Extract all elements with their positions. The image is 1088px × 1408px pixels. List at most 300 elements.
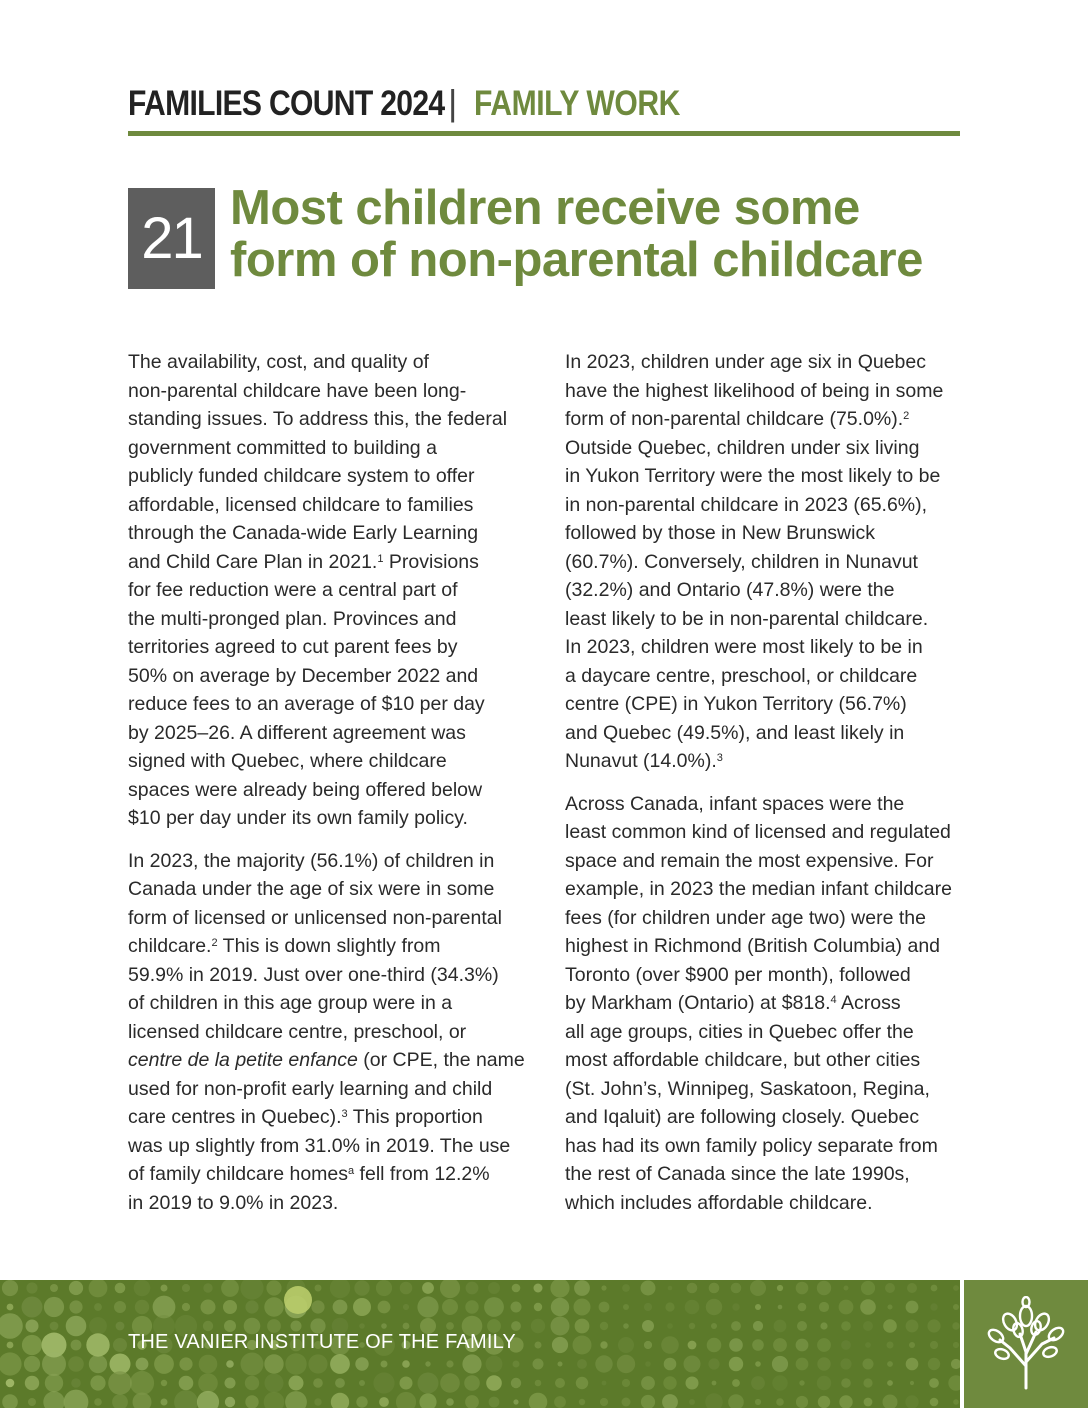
pattern-dot [89, 1317, 107, 1335]
text-line: highest in Richmond (British Columbia) and [565, 935, 941, 957]
text-line: the rest of Canada since the late 1990s, [565, 1163, 910, 1185]
pattern-dot [953, 1285, 959, 1291]
pattern-dot [402, 1360, 410, 1368]
pattern-dot [839, 1300, 854, 1315]
page-title [230, 182, 990, 286]
italic-term: centre de la petite enfance [128, 1049, 358, 1071]
pattern-dot [315, 1285, 322, 1292]
pattern-dot [820, 1322, 827, 1329]
pattern-dot [511, 1378, 521, 1388]
pattern-dot [623, 1304, 629, 1310]
footnote-ref: 3 [716, 752, 723, 764]
pattern-dot [818, 1396, 830, 1408]
pattern-dot [907, 1283, 917, 1293]
pattern-dot [64, 1390, 89, 1408]
pattern-dot [888, 1305, 893, 1310]
pattern-dot [7, 1342, 14, 1349]
pattern-dot [71, 1340, 82, 1351]
text-line: followed by those in New Brunswick [565, 522, 875, 544]
pattern-dot [50, 1322, 59, 1331]
text-line: Outside Quebec, children under six living [565, 436, 920, 459]
text-line: (32.2%) and Ontario (47.8%) were the [565, 579, 895, 601]
pattern-dot [130, 1371, 154, 1395]
pattern-dot [930, 1341, 938, 1349]
pattern-dot [241, 1353, 264, 1376]
text-line: territories agreed to cut parent fees by [128, 636, 458, 658]
pattern-dot [796, 1282, 809, 1295]
text-line: Across Canada, infant spaces were the [565, 792, 905, 815]
section-name: FAMILY WORK [474, 84, 680, 123]
text-line: and Iqaluit) are following closely. Quebec [565, 1106, 920, 1128]
pattern-dot [927, 1319, 940, 1332]
pattern-dot [373, 1372, 394, 1393]
pattern-dot [729, 1357, 743, 1371]
pattern-dot [732, 1379, 740, 1387]
pattern-dot [66, 1316, 87, 1337]
pattern-dot [773, 1338, 787, 1352]
pattern-dot [225, 1378, 236, 1389]
pattern-dot [799, 1380, 804, 1385]
pattern-dot [817, 1338, 831, 1352]
paragraph [565, 790, 965, 1218]
pattern-dot [197, 1391, 219, 1408]
pattern-dot [668, 1286, 673, 1291]
pattern-dot [226, 1360, 234, 1368]
text-line: in Yukon Territory were the most likely to be [565, 465, 941, 487]
text-line: for fee reduction were a central part of [128, 579, 458, 601]
pattern-dot [776, 1398, 784, 1406]
pattern-dot [400, 1377, 413, 1390]
tree-icon [980, 1296, 1072, 1392]
pattern-dot [533, 1359, 544, 1370]
pattern-dot [489, 1397, 500, 1408]
text-line: the multi-pronged plan. Provinces and [128, 607, 457, 630]
pattern-dot [684, 1356, 701, 1373]
pattern-dot [755, 1304, 761, 1310]
text-line: licensed childcare centre, preschool, or [128, 1020, 467, 1043]
pattern-dot [2, 1394, 18, 1408]
text-line: 59.9% in 2019. Just over one-third (34.3%) [128, 963, 499, 986]
pattern-dot [440, 1280, 460, 1298]
pattern-dot [356, 1396, 367, 1407]
pattern-dot [840, 1358, 851, 1369]
pattern-dot [462, 1354, 481, 1373]
pattern-dot [686, 1377, 699, 1390]
pattern-dot [929, 1378, 939, 1388]
text-line: Toronto (over $900 per month), followed [565, 963, 911, 986]
pattern-dot [661, 1336, 679, 1354]
text-line: fell from 12.2% [354, 1163, 490, 1185]
pattern-dot [266, 1280, 281, 1295]
text-line: by 2025–26. A different agreement was [128, 721, 466, 744]
pattern-dot [403, 1323, 410, 1330]
pattern-dot [534, 1284, 543, 1293]
section-number: 21 [141, 206, 202, 271]
text-line: fees (for children under age two) were the [565, 906, 926, 929]
pattern-dot [264, 1297, 283, 1316]
text-line: Across [836, 992, 901, 1014]
pattern-dot [354, 1280, 369, 1295]
pattern-dot [0, 1352, 22, 1375]
pattern-dot [887, 1361, 893, 1367]
pattern-dot [948, 1375, 960, 1390]
pattern-dot [511, 1302, 522, 1313]
pattern-dot [641, 1376, 655, 1390]
running-header [128, 80, 960, 136]
text-line: spaces were already being offered below [128, 778, 483, 801]
pattern-dot [618, 1337, 634, 1353]
pattern-dot [689, 1399, 695, 1405]
pattern-dot [179, 1357, 192, 1370]
pattern-dot [953, 1304, 959, 1310]
pattern-dot [313, 1378, 323, 1388]
footer-band [0, 1280, 960, 1408]
pattern-dot [333, 1300, 348, 1315]
paragraph [128, 348, 526, 833]
pattern-dot [887, 1380, 893, 1386]
text-line: (St. John’s, Winnipeg, Saskatoon, Regina, [565, 1077, 930, 1100]
pattern-dot [687, 1283, 698, 1294]
pattern-dot [753, 1321, 763, 1331]
right-column [565, 348, 965, 1231]
pattern-dot [728, 1394, 744, 1408]
text-line: (or CPE, the name [357, 1049, 525, 1071]
pattern-dot [622, 1284, 630, 1292]
text-line: publicly funded childcare system to offer [128, 465, 475, 487]
pattern-dot [905, 1395, 918, 1408]
paragraph [565, 348, 965, 776]
text-line: Nunavut (14.0%). [565, 750, 717, 772]
footnote-ref: 2 [903, 410, 910, 422]
pattern-dot [623, 1323, 629, 1329]
pattern-dot [484, 1297, 504, 1317]
pattern-dot [308, 1354, 327, 1373]
pattern-dot [577, 1359, 587, 1369]
pattern-dot [203, 1283, 212, 1292]
pattern-dot [359, 1323, 365, 1329]
pattern-dot [861, 1281, 875, 1295]
pattern-dot [817, 1376, 831, 1390]
pattern-dot [26, 1282, 37, 1293]
pattern-dot [931, 1285, 938, 1292]
pattern-dot [22, 1335, 42, 1355]
pattern-dot [223, 1300, 237, 1314]
pattern-dot [928, 1358, 940, 1370]
pattern-dot [731, 1283, 742, 1294]
text-line: 50% on average by December 2022 and [128, 664, 479, 687]
pattern-dot [531, 1319, 545, 1333]
pattern-dot [6, 1379, 15, 1388]
text-line: used for non-profit early learning and child [128, 1077, 493, 1100]
pattern-dot [513, 1361, 520, 1368]
pattern-dot [817, 1281, 831, 1295]
pattern-dot [264, 1392, 285, 1408]
footnote-ref: a [348, 1165, 355, 1177]
text-line: form of licensed or unlicensed non-parental [128, 906, 502, 929]
pattern-dot [26, 1320, 39, 1333]
pattern-dot [798, 1303, 807, 1312]
pattern-dot [381, 1323, 387, 1329]
text-line: and Quebec (49.5%), and least likely in [565, 721, 905, 744]
pattern-dot [161, 1285, 168, 1292]
pattern-dot [513, 1399, 518, 1404]
pattern-dot [573, 1336, 592, 1355]
pattern-dot [335, 1378, 345, 1388]
pattern-dot [403, 1304, 409, 1310]
organization-name: THE VANIER INSTITUTE OF THE FAMILY [128, 1331, 516, 1353]
pattern-dot [755, 1399, 761, 1405]
pattern-dot [554, 1396, 566, 1408]
pattern-dot [265, 1374, 284, 1393]
pattern-dot [551, 1298, 569, 1316]
pattern-dot [359, 1380, 365, 1386]
pattern-dot [953, 1342, 959, 1348]
pattern-dot [42, 1352, 66, 1376]
pattern-dot [446, 1398, 454, 1406]
text-line: In 2023, the majority (56.1%) of children in [128, 849, 495, 872]
pattern-dot [622, 1379, 630, 1387]
text-line: This is down slightly from [217, 935, 441, 957]
pattern-dot [951, 1359, 960, 1369]
text-line: $10 per day under its own family policy. [128, 807, 468, 829]
pattern-dot [685, 1300, 700, 1315]
title-line-1: Most children receive some [230, 181, 860, 235]
pattern-dot [114, 1301, 126, 1313]
pattern-dot [644, 1303, 652, 1311]
pattern-dot [285, 1391, 307, 1408]
pattern-dot [2, 1280, 18, 1296]
text-line: which includes affordable childcare. [565, 1191, 873, 1214]
pattern-dot [201, 1300, 216, 1315]
pattern-dot [664, 1358, 677, 1371]
pattern-dot [535, 1342, 542, 1349]
pattern-dot [600, 1322, 608, 1330]
text-line: The availability, cost, and quality of [128, 351, 429, 373]
pattern-dot [885, 1283, 895, 1293]
pattern-dot [245, 1376, 259, 1390]
pattern-dot [28, 1398, 36, 1406]
pattern-dot [43, 1391, 64, 1408]
paragraph [128, 847, 526, 1218]
pattern-dot [466, 1282, 479, 1295]
pattern-dot [311, 1300, 324, 1313]
pattern-dot [22, 1297, 43, 1318]
pattern-dot [665, 1302, 674, 1311]
pattern-dot [551, 1317, 570, 1336]
pattern-dot [731, 1321, 741, 1331]
pattern-dot [579, 1399, 585, 1405]
pattern-dot [69, 1281, 83, 1295]
pattern-dot [264, 1354, 283, 1373]
pattern-dot [777, 1285, 783, 1291]
pattern-dot [465, 1395, 479, 1408]
pattern-dot [116, 1322, 125, 1331]
pattern-dot [906, 1358, 919, 1371]
text-line: and Child Care Plan in 2021. [128, 550, 378, 573]
text-line: form of non-parental childcare (75.0%). [565, 408, 904, 430]
pattern-dot [839, 1395, 852, 1408]
pattern-dot [69, 1300, 82, 1313]
pattern-dot [599, 1302, 610, 1313]
header-separator: | [448, 82, 458, 123]
pattern-dot [182, 1303, 190, 1311]
pattern-dot [529, 1393, 548, 1408]
pattern-dot [819, 1302, 829, 1312]
pattern-dot [446, 1322, 454, 1330]
pattern-dot [203, 1321, 213, 1331]
pattern-dot [575, 1319, 590, 1334]
footnote-ref: 3 [341, 1108, 348, 1120]
pattern-dot [641, 1395, 655, 1408]
pattern-dot [245, 1300, 258, 1313]
text-line: In 2023, children under age six in Quebec [565, 351, 926, 373]
title-line-2: form of non-parental childcare [230, 233, 923, 287]
text-line: have the highest likelihood of being in some [565, 379, 944, 402]
pattern-dot [134, 1280, 151, 1296]
pattern-dot [44, 1297, 64, 1317]
pattern-dot [952, 1322, 959, 1329]
pattern-dot [751, 1376, 765, 1390]
pattern-dot [225, 1397, 235, 1407]
pattern-dot [486, 1375, 502, 1391]
publication-series: FAMILIES COUNT 2024 [128, 84, 445, 123]
text-line: of children in this age group were in a [128, 992, 453, 1014]
pattern-dot [552, 1337, 568, 1353]
pattern-dot [330, 1354, 350, 1374]
text-line: reduce fees to an average of $10 per day [128, 693, 485, 715]
pattern-dot [844, 1286, 849, 1291]
pattern-dot [797, 1321, 807, 1331]
pattern-dot [688, 1341, 697, 1350]
pattern-dot [883, 1395, 898, 1408]
text-line: example, in 2023 the median infant childcare [565, 878, 952, 900]
pattern-dot [663, 1376, 676, 1389]
pattern-dot [378, 1301, 391, 1314]
pattern-dot [221, 1280, 239, 1297]
pattern-dot [86, 1333, 109, 1356]
pattern-dot [115, 1283, 126, 1294]
pattern-dot [464, 1375, 480, 1391]
pattern-dot [550, 1280, 569, 1298]
pattern-dot [417, 1296, 438, 1317]
pattern-dot [425, 1361, 430, 1366]
pattern-dot [198, 1373, 218, 1393]
pattern-dot [617, 1355, 635, 1373]
pattern-dot [355, 1357, 368, 1370]
pattern-dot [750, 1280, 766, 1296]
pattern-dot [711, 1323, 717, 1329]
pattern-dot [689, 1323, 695, 1329]
pattern-dot [24, 1356, 40, 1372]
pattern-dot [419, 1393, 436, 1408]
pattern-dot [136, 1358, 149, 1371]
pattern-dot [245, 1395, 258, 1408]
pattern-dot [662, 1394, 678, 1408]
text-line: of family childcare homes [128, 1163, 349, 1185]
footnote-ref: 2 [211, 937, 218, 949]
pattern-dot [291, 1321, 302, 1332]
pattern-dot [645, 1361, 651, 1367]
text-line: signed with Quebec, where childcare [128, 750, 447, 772]
text-line: by Markham (Ontario) at $818. [565, 992, 831, 1014]
pattern-dot [600, 1398, 608, 1406]
pattern-dot [705, 1393, 723, 1408]
pattern-dot [89, 1280, 108, 1297]
pattern-dot [90, 1375, 105, 1390]
pattern-dot [729, 1338, 743, 1352]
pattern-dot [331, 1393, 349, 1408]
pattern-dot [108, 1371, 132, 1395]
pattern-dot [841, 1321, 851, 1331]
pattern-dot [535, 1380, 542, 1387]
pattern-dot [330, 1280, 350, 1298]
text-line: standing issues. To address this, the federal [128, 408, 508, 430]
text-line: space and remain the most expensive. For [565, 849, 934, 872]
pattern-dot [379, 1397, 389, 1407]
pattern-dot [113, 1338, 127, 1352]
pattern-dot [732, 1303, 739, 1310]
pattern-dot [778, 1305, 783, 1310]
pattern-dot [285, 1353, 306, 1374]
pattern-dot [511, 1321, 521, 1331]
pattern-dot [910, 1381, 914, 1385]
pattern-dot [135, 1300, 149, 1314]
text-line: In 2023, children were most likely to be in [565, 636, 923, 658]
text-line: Provisions [383, 550, 479, 573]
text-line: in 2019 to 9.0% in 2023. [128, 1191, 339, 1214]
pattern-dot [71, 1378, 81, 1388]
pattern-dot [94, 1303, 102, 1311]
pattern-dot [534, 1303, 542, 1311]
pattern-dot [161, 1380, 167, 1386]
pattern-dot [887, 1342, 894, 1349]
pattern-dot [576, 1377, 588, 1389]
text-line: through the Canada-wide Early Learning [128, 522, 479, 544]
pattern-dot [154, 1354, 174, 1374]
pattern-dot [841, 1340, 851, 1350]
text-line: most affordable childcare, but other cities [565, 1049, 921, 1071]
text-line: all age groups, cities in Quebec offer the [565, 1020, 914, 1043]
pattern-dot [865, 1342, 871, 1348]
pattern-dot [707, 1338, 722, 1353]
pattern-dot [863, 1321, 873, 1331]
pattern-dot [314, 1398, 321, 1405]
text-line: was up slightly from 31.0% in 2019. The use [128, 1134, 511, 1157]
pattern-dot [641, 1281, 656, 1296]
left-column [128, 348, 526, 1231]
pattern-dot [289, 1376, 304, 1391]
pattern-dot [860, 1299, 876, 1315]
pattern-dot [953, 1399, 959, 1405]
pattern-dot [772, 1356, 788, 1372]
pattern-dot [864, 1398, 873, 1407]
pattern-dot [199, 1355, 218, 1374]
pattern-dot [930, 1303, 937, 1310]
pattern-dot [708, 1358, 719, 1369]
pattern-dot [396, 1392, 416, 1408]
pattern-dot [400, 1282, 413, 1295]
pattern-dot [488, 1282, 500, 1294]
text-line: childcare. [128, 935, 212, 957]
footnote-ref: 4 [830, 994, 837, 1006]
pattern-dot [512, 1284, 521, 1293]
pattern-dot [667, 1323, 673, 1329]
pattern-dot [284, 1286, 312, 1314]
pattern-dot [755, 1361, 761, 1367]
pattern-dot [161, 1399, 168, 1406]
pattern-dot [796, 1339, 809, 1352]
pattern-dot [774, 1320, 787, 1333]
